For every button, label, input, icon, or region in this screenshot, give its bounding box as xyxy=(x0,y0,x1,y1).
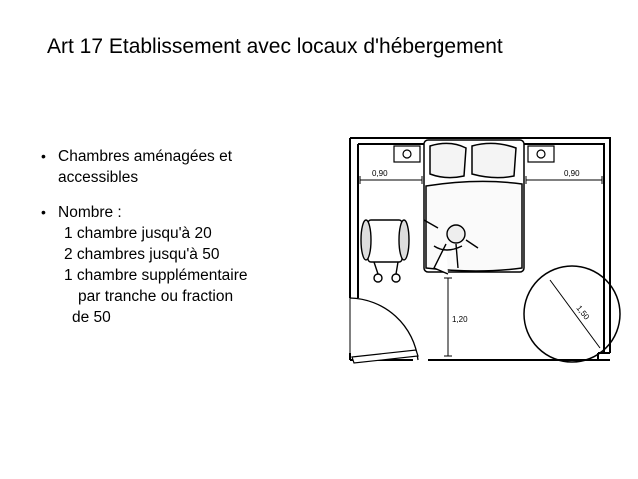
wheelchair xyxy=(361,220,409,282)
sub-line: 2 chambres jusqu'à 50 xyxy=(64,246,220,263)
bullet-list xyxy=(38,146,328,342)
turning-circle xyxy=(524,266,620,362)
dim-label-circle: 1,50 xyxy=(574,303,592,322)
bullet-text: Chambres aménagées et xyxy=(58,148,233,165)
dim-label-left: 0,90 xyxy=(372,169,388,178)
door-leaf xyxy=(352,350,418,363)
sub-line: par tranche ou fraction xyxy=(78,288,234,305)
bullet-item xyxy=(38,146,328,188)
bullet-item xyxy=(38,202,328,328)
dim-label-vertical: 1,20 xyxy=(452,315,468,324)
sub-line: 1 chambre supplémentaire xyxy=(64,267,248,284)
bed xyxy=(424,140,524,272)
bullet-text-cont: accessibles xyxy=(58,169,139,186)
bullet-text: Nombre : xyxy=(58,204,122,221)
sub-line: de 50 xyxy=(72,309,111,326)
bullet-icon: • xyxy=(41,148,46,164)
sub-line: 1 chambre jusqu'à 20 xyxy=(64,225,212,242)
dim-label-right: 0,90 xyxy=(564,169,580,178)
room-plan-illustration xyxy=(338,128,623,376)
bullet-icon: • xyxy=(41,204,46,220)
slide-title: Art 17 Etablissement avec locaux d'hébergement xyxy=(47,35,503,58)
